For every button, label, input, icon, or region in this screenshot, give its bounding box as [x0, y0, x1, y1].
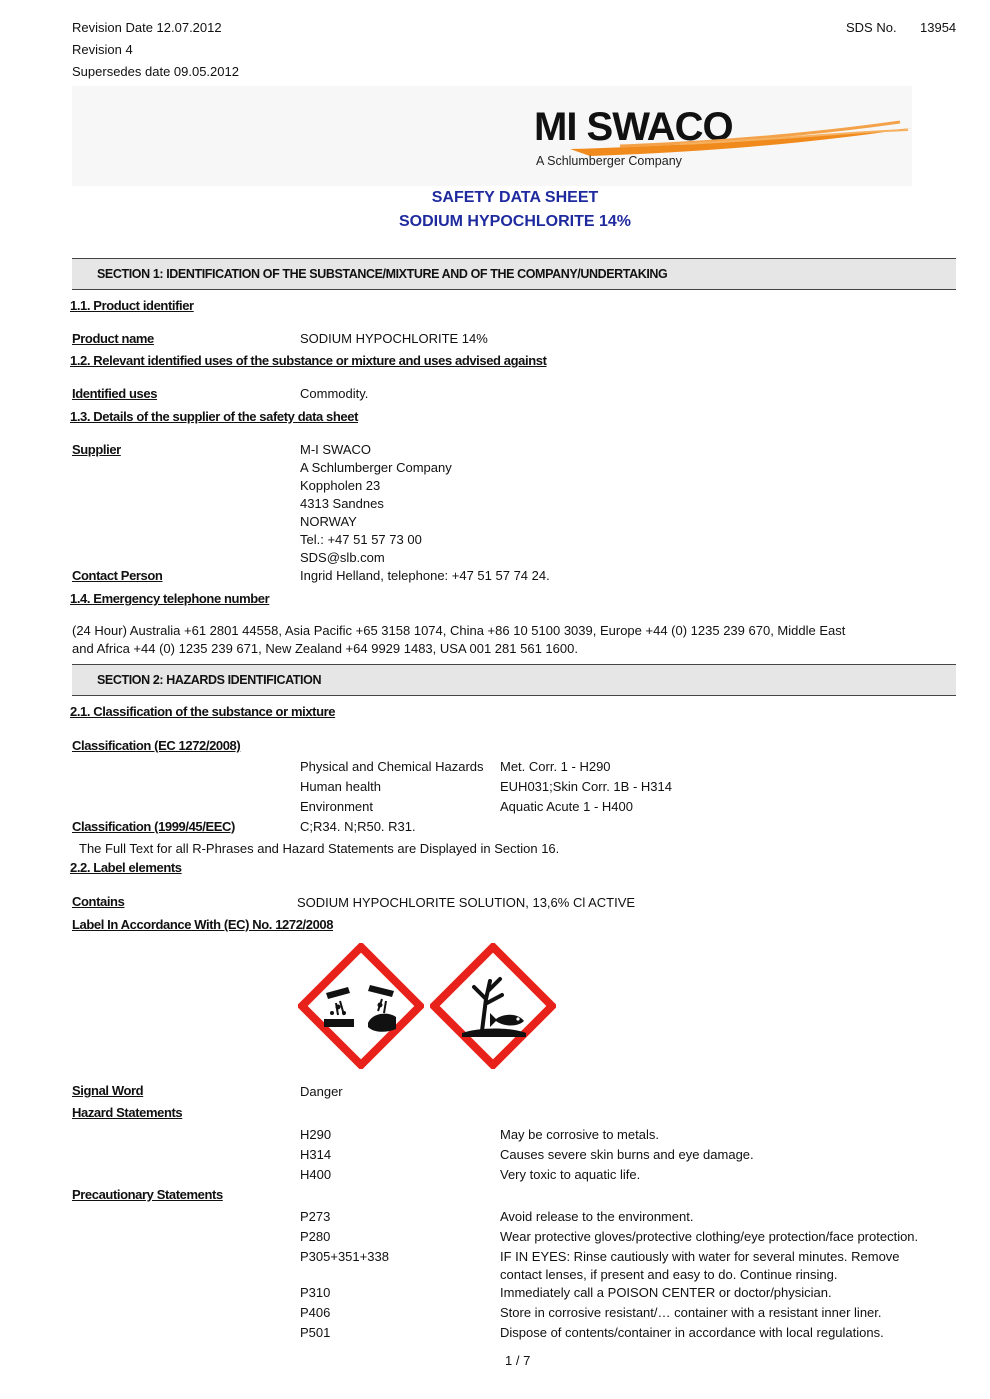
hazard-statements-label: Hazard Statements [72, 1105, 183, 1120]
page-number: 1 / 7 [505, 1353, 531, 1368]
document-title: SAFETY DATA SHEET [431, 189, 599, 206]
precaution-code: P305+351+338 [300, 1249, 389, 1264]
precaution-code: P273 [300, 1209, 331, 1224]
supersedes-date: Supersedes date 09.05.2012 [72, 64, 239, 79]
emergency-numbers-line1: (24 Hour) Australia +61 2801 44558, Asia Pacific +65 3158 1074, China +86 10 5100 3039, Europe +44 (0) 1235 239 670, Middle East [72, 623, 846, 638]
supplier-line: Koppholen 23 [300, 478, 381, 493]
contains-label: Contains [72, 894, 125, 909]
environment-pictogram-icon [430, 943, 556, 1069]
emergency-numbers-line2: and Africa +44 (0) 1235 239 671, New Zealand +64 9929 1483, USA 001 281 561 1600. [72, 641, 578, 656]
product-title: SODIUM HYPOCHLORITE 14% [398, 213, 632, 230]
class-value: Met. Corr. 1 - H290 [500, 759, 611, 774]
logo-tagline: A Schlumberger Company [536, 154, 682, 168]
full-text-note: The Full Text for all R-Phrases and Hazard Statements are Displayed in Section 16. [79, 841, 560, 856]
precaution-code: P501 [300, 1325, 331, 1340]
subsection-1-4: 1.4. Emergency telephone number [70, 591, 270, 606]
contains-value: SODIUM HYPOCHLORITE SOLUTION, 13,6% Cl ACTIVE [297, 895, 636, 910]
precaution-text: Store in corrosive resistant/… container with a resistant inner liner. [500, 1305, 882, 1320]
classification-1999-value: C;R34. N;R50. R31. [300, 819, 416, 834]
supplier-label: Supplier [72, 442, 121, 457]
precaution-text: Dispose of contents/container in accordance with local regulations. [500, 1325, 884, 1340]
class-category: Physical and Chemical Hazards [300, 759, 484, 774]
sds-number: 13954 [920, 20, 957, 35]
section-1-header [72, 258, 956, 290]
section-1-heading: SECTION 1: IDENTIFICATION OF THE SUBSTANCE/MIXTURE AND OF THE COMPANY/UNDERTAKING [97, 267, 668, 281]
supplier-line: M-I SWACO [300, 442, 372, 457]
precaution-code: P310 [300, 1285, 331, 1300]
label-accordance-heading: Label In Accordance With (EC) No. 1272/2008 [72, 917, 334, 932]
precautionary-statements-label: Precautionary Statements [72, 1187, 223, 1202]
precaution-code: P406 [300, 1305, 331, 1320]
precaution-text: IF IN EYES: Rinse cautiously with water for several minutes. Remove [500, 1249, 900, 1264]
sds-label: SDS No. [846, 20, 897, 35]
precaution-text-continued: contact lenses, if present and easy to do. Continue rinsing. [500, 1267, 838, 1282]
classification-1999-label: Classification (1999/45/EEC) [72, 819, 235, 834]
contact-person-value: Ingrid Helland, telephone: +47 51 57 74 24. [300, 568, 550, 583]
class-category: Human health [300, 779, 381, 794]
identified-uses-value: Commodity. [300, 386, 369, 401]
subsection-2-2: 2.2. Label elements [70, 860, 182, 875]
precaution-code: P280 [300, 1229, 331, 1244]
subsection-1-3: 1.3. Details of the supplier of the safety data sheet [70, 409, 358, 424]
class-category: Environment [300, 799, 373, 814]
supplier-line: A Schlumberger Company [300, 460, 452, 475]
identified-uses-label: Identified uses [72, 386, 158, 401]
hazard-code: H290 [300, 1127, 332, 1142]
hazard-text: Very toxic to aquatic life. [500, 1167, 641, 1182]
product-name-label: Product name [72, 331, 154, 346]
corrosion-pictogram-icon [298, 943, 424, 1069]
revision-date: Revision Date 12.07.2012 [72, 20, 222, 35]
product-name-value: SODIUM HYPOCHLORITE 14% [300, 331, 488, 346]
supplier-line: Tel.: +47 51 57 73 00 [300, 532, 422, 547]
classification-ec-label: Classification (EC 1272/2008) [72, 738, 241, 753]
precaution-text: Immediately call a POISON CENTER or doctor/physician. [500, 1285, 832, 1300]
subsection-1-1: 1.1. Product identifier [70, 298, 194, 313]
hazard-text: May be corrosive to metals. [500, 1127, 659, 1142]
hazard-text: Causes severe skin burns and eye damage. [500, 1147, 754, 1162]
hazard-code: H400 [300, 1167, 332, 1182]
precaution-text: Wear protective gloves/protective clothing/eye protection/face protection. [500, 1229, 919, 1244]
class-value: Aquatic Acute 1 - H400 [500, 799, 633, 814]
supplier-line: NORWAY [300, 514, 357, 529]
svg-text:MI SWACO: MI SWACO [534, 105, 733, 149]
mi-swaco-logo [530, 102, 915, 174]
subsection-2-1: 2.1. Classification of the substance or mixture [70, 704, 336, 719]
signal-word-value: Danger [300, 1084, 343, 1099]
hazard-code: H314 [300, 1147, 332, 1162]
revision-number: Revision 4 [72, 42, 133, 57]
supplier-email[interactable]: SDS@slb.com [300, 550, 385, 565]
section-2-heading: SECTION 2: HAZARDS IDENTIFICATION [97, 673, 322, 687]
signal-word-label: Signal Word [72, 1083, 144, 1098]
subsection-1-2: 1.2. Relevant identified uses of the substance or mixture and uses advised against [70, 353, 547, 368]
class-value: EUH031;Skin Corr. 1B - H314 [500, 779, 672, 794]
section-2-header [72, 664, 956, 696]
supplier-line: 4313 Sandnes [300, 496, 384, 511]
contact-person-label: Contact Person [72, 568, 163, 583]
supplier-address [300, 441, 452, 567]
precaution-text: Avoid release to the environment. [500, 1209, 694, 1224]
